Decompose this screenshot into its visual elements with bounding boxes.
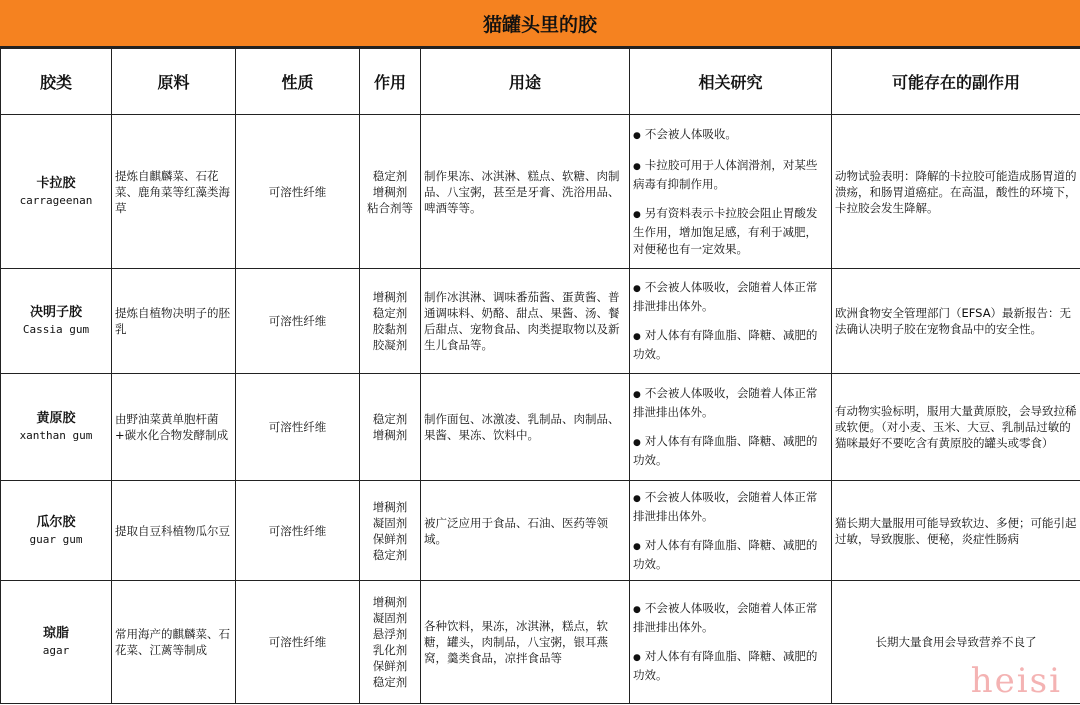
function-item: 粘合剂等: [367, 200, 413, 215]
gum-name-cn: 卡拉胶: [36, 175, 76, 191]
side-effects-cell: 欧洲食物安全管理部门（EFSA）最新报告：无法确认决明子胶在宠物食品中的安全性。: [832, 269, 1080, 374]
gum-table: [0, 48, 1080, 704]
table-row: [1, 581, 1080, 704]
table-row: [1, 115, 1080, 269]
research-cell: [630, 374, 832, 481]
research-text: 不会被人体吸收，会随着人体正常排泄排出体外。: [633, 601, 818, 634]
material-cell: 提炼自麒麟菜、石花菜、鹿角菜等红藻类海草: [112, 115, 236, 269]
col-header-type: 胶类: [1, 49, 112, 115]
watermark: heisi: [970, 661, 1062, 701]
function-item: 胶黏剂: [372, 322, 408, 336]
gum-name-cn: 黄原胶: [36, 411, 76, 426]
side-effects-cell: 猫长期大量服用可能导致软边、多便；可能引起过敏，导致腹胀、便秘，炎症性肠病: [832, 481, 1080, 581]
function-item: 保鲜剂: [372, 659, 408, 673]
research-text: 对人体有有降血脂、降糖、减肥的功效。: [633, 649, 818, 682]
function-cell: [360, 581, 421, 704]
gum-name-cn: 决明子胶: [29, 305, 82, 320]
research-point: [633, 279, 828, 315]
function-item: 增稠剂: [372, 290, 408, 304]
research-text: 不会被人体吸收，会随着人体正常排泄排出体外。: [633, 386, 818, 419]
research-cell: [630, 115, 832, 269]
function-cell: [360, 481, 421, 581]
research-cell: [630, 269, 832, 374]
nature-cell: 可溶性纤维: [236, 115, 360, 269]
research-text: 对人体有有降血脂、降糖、减肥的功效。: [633, 537, 818, 571]
gum-name-en: Cassia gum: [22, 323, 90, 336]
research-point: [633, 327, 828, 363]
research-point: [633, 126, 828, 145]
function-item: 增稠剂: [372, 499, 408, 514]
research-text: 对人体有有降血脂、降糖、减肥的功效。: [633, 434, 818, 467]
function-item: 稳定剂: [372, 412, 408, 426]
research-cell: [630, 481, 832, 581]
function-item: 悬浮剂: [372, 627, 408, 641]
function-cell: [360, 374, 421, 481]
gum-name-cell: [1, 581, 112, 704]
research-text: 卡拉胶可用于人体润滑剂，对某些病毒有抑制作用。: [633, 157, 818, 191]
col-header-research: 相关研究: [630, 49, 832, 115]
bullet-icon: ●: [633, 438, 641, 448]
function-item: 增稠剂: [372, 428, 408, 442]
research-point: [633, 433, 828, 469]
gum-name-cell: [1, 269, 112, 374]
function-item: 稳定剂: [372, 547, 408, 562]
bullet-icon: ●: [633, 161, 641, 172]
gum-name-cell: [1, 115, 112, 269]
function-item: 稳定剂: [372, 306, 408, 320]
gum-name-cn: 琼脂: [42, 626, 69, 641]
material-cell: 提取自豆科植物瓜尔豆: [112, 481, 236, 581]
bullet-icon: ●: [633, 209, 641, 220]
side-effects-cell: 长期大量食用会导致营养不良了: [832, 581, 1080, 704]
bullet-icon: ●: [633, 653, 641, 663]
usage-cell: 各种饮料，果冻，冰淇淋，糕点，软糖，罐头，肉制品，八宝粥，银耳燕窝，羹类食品，凉拌食品等: [421, 581, 630, 704]
function-item: 增稠剂: [372, 595, 408, 609]
research-text: 不会被人体吸收。: [644, 126, 737, 141]
gum-name-en: agar: [42, 644, 70, 657]
gum-name-en: guar gum: [29, 532, 83, 546]
gum-name-en: carrageenan: [19, 193, 93, 207]
nature-cell: 可溶性纤维: [236, 269, 360, 374]
function-cell: [360, 269, 421, 374]
page-title: 猫罐头里的胶: [0, 0, 1080, 48]
col-header-function: 作用: [360, 49, 421, 115]
col-header-nature: 性质: [236, 49, 360, 115]
bullet-icon: ●: [633, 493, 641, 504]
function-item: 保鲜剂: [372, 531, 408, 546]
function-item: 稳定剂: [372, 675, 408, 689]
function-item: 稳定剂: [372, 168, 408, 183]
gum-name-cell: [1, 481, 112, 581]
function-item: 乳化剂: [372, 643, 408, 657]
col-header-usage: 用途: [421, 49, 630, 115]
function-item: 凝固剂: [372, 611, 408, 625]
function-cell: [360, 115, 421, 269]
gum-name-cn: 瓜尔胶: [36, 514, 76, 530]
usage-cell: 制作冰淇淋、调味番茄酱、蛋黄酱、普通调味料、奶酪、甜点、果酱、汤、餐后甜点、宠物食品、肉类提取物以及新生儿食品等。: [421, 269, 630, 374]
col-header-material: 原料: [112, 49, 236, 115]
research-text: 不会被人体吸收，会随着人体正常排泄排出体外。: [633, 489, 818, 523]
function-item: 凝固剂: [372, 515, 408, 530]
gum-name-cell: [1, 374, 112, 481]
bullet-icon: ●: [633, 130, 641, 141]
research-text: 对人体有有降血脂、降糖、减肥的功效。: [633, 328, 818, 361]
research-text: 不会被人体吸收，会随着人体正常排泄排出体外。: [633, 280, 818, 313]
bullet-icon: ●: [633, 332, 641, 342]
col-header-side-effects: 可能存在的副作用: [832, 49, 1080, 115]
usage-cell: 制作果冻、冰淇淋、糕点、软糖、肉制品、八宝粥，甚至是牙膏、洗浴用品、啤酒等等。: [421, 115, 630, 269]
research-cell: [630, 581, 832, 704]
nature-cell: 可溶性纤维: [236, 581, 360, 704]
gum-name-en: xanthan gum: [19, 429, 93, 442]
material-cell: 提炼自植物决明子的胚乳: [112, 269, 236, 374]
research-point: [633, 489, 828, 525]
table-row: [1, 374, 1080, 481]
bullet-icon: ●: [633, 284, 641, 294]
bullet-icon: ●: [633, 541, 641, 552]
bullet-icon: ●: [633, 605, 641, 615]
table-row: [1, 269, 1080, 374]
side-effects-cell: 动物试验表明：降解的卡拉胶可能造成肠胃道的溃疡，和肠胃道癌症。在高温，酸性的环境下，卡拉胶会发生降解。: [832, 115, 1080, 269]
nature-cell: 可溶性纤维: [236, 481, 360, 581]
research-point: [633, 385, 828, 421]
research-point: [633, 157, 828, 193]
bullet-icon: ●: [633, 390, 641, 400]
usage-cell: 被广泛应用于食品、石油、医药等领域。: [421, 481, 630, 581]
side-effects-cell: 有动物实验标明，服用大量黄原胶，会导致拉稀或软便。（对小麦、玉米、大豆、乳制品过敏的猫咪最好不要吃含有黄原胶的罐头或零食）: [832, 374, 1080, 481]
nature-cell: 可溶性纤维: [236, 374, 360, 481]
research-text: 另有资料表示卡拉胶会阻止胃酸发生作用，增加饱足感，有利于减肥，对便秘也有一定效果。: [633, 205, 818, 256]
header-row: [1, 49, 1080, 115]
research-point: [633, 600, 828, 636]
research-point: [633, 537, 828, 573]
usage-cell: 制作面包、冰激凌、乳制品、肉制品、果酱、果冻、饮料中。: [421, 374, 630, 481]
material-cell: 常用海产的麒麟菜、石花菜、江蓠等制成: [112, 581, 236, 704]
research-point: [633, 205, 828, 258]
research-point: [633, 648, 828, 684]
material-cell: 由野油菜黄单胞杆菌+碳水化合物发酵制成: [112, 374, 236, 481]
table-row: [1, 481, 1080, 581]
function-item: 增稠剂: [372, 184, 408, 199]
function-item: 胶凝剂: [372, 338, 408, 352]
